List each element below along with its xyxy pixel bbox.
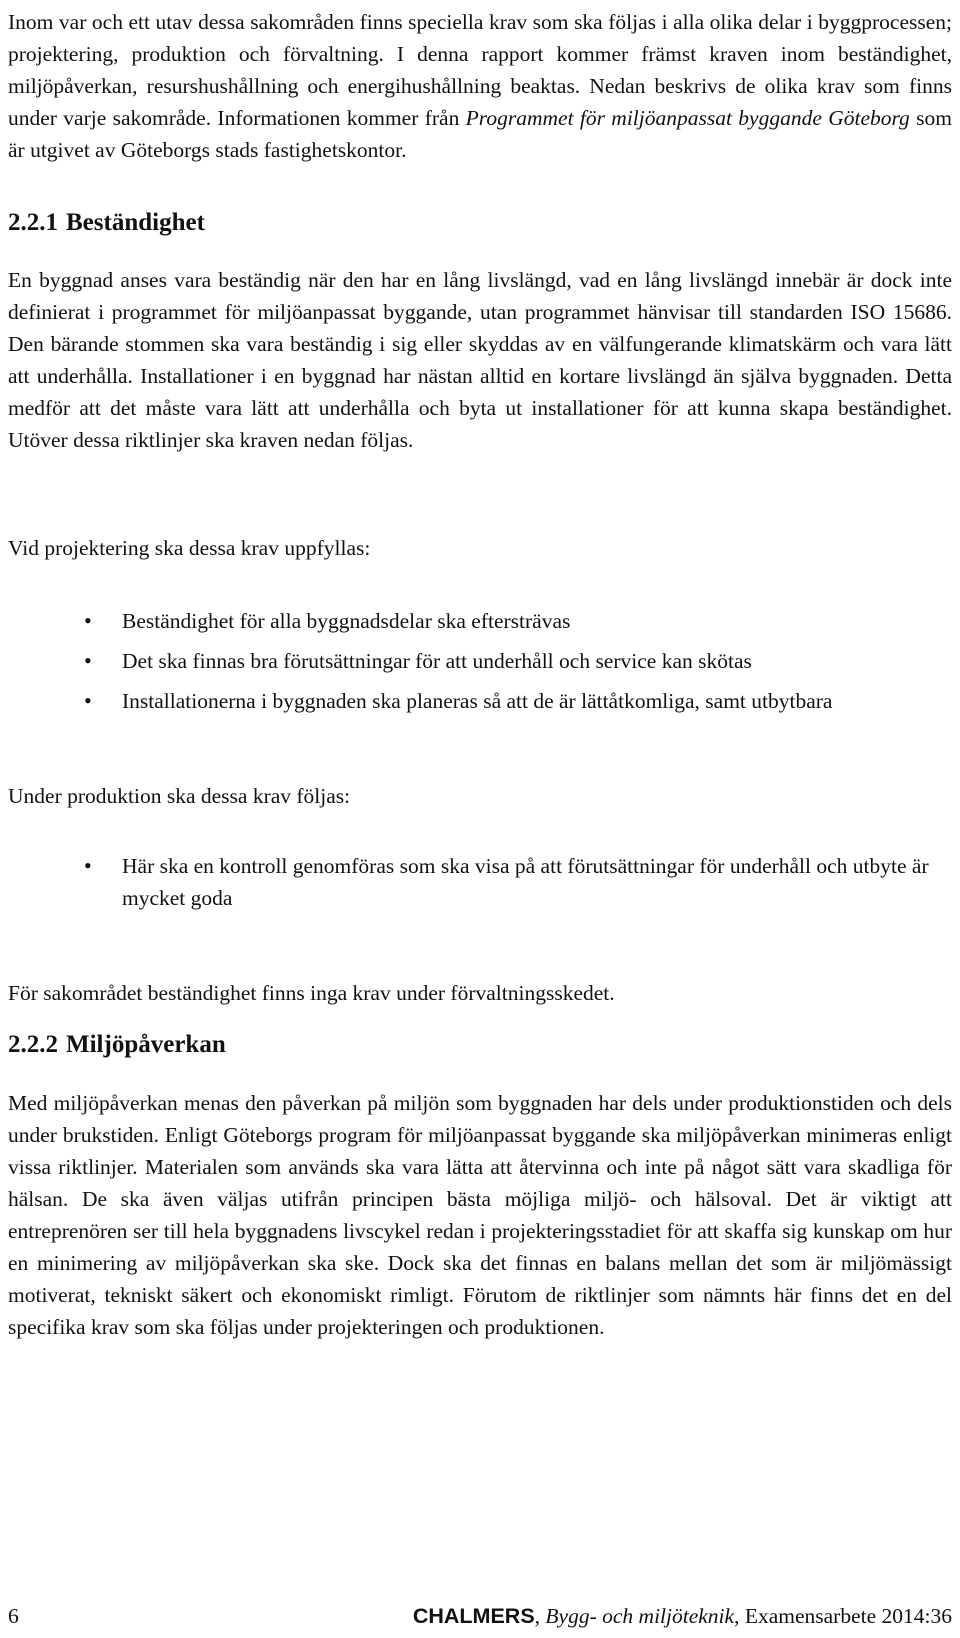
intro-paragraph xyxy=(8,6,952,166)
section-title: Miljöpåverkan xyxy=(66,1031,226,1058)
list-item xyxy=(8,605,952,637)
list-item-text: Beständighet för alla byggnadsdelar ska eftersträvas xyxy=(122,609,571,633)
list-item xyxy=(8,645,952,677)
section-heading-bestandighet xyxy=(8,209,205,237)
bullet-icon: • xyxy=(84,853,92,878)
produktion-lead: Under produktion ska dessa krav följas: xyxy=(8,784,351,808)
miljopaverkan-paragraph: Med miljöpåverkan menas den påverkan på miljön som byggnaden har dels under produktionstiden och dels under brukstiden. Enligt Göteborgs program för miljöanpassat byggande ska miljöpåverkan minimeras enligt vissa riktlinjer. Materialen som används ska vara lätta att återvinna och inte på något sätt vara skadliga för hälsan. De ska även väljas utifrån principen bästa möjliga miljö- och hälsoval. Det är viktigt att entreprenören ser till hela byggnadens livscykel redan i projekteringsstadiet för att skaffa sig kunskap om hur en minimering av miljöpåverkan ska ske. Dock ska det finnas en balans mellan det som är miljömässigt motiverat, tekniskt säkert och ekonomiskt rimligt. Förutom de riktlinjer som nämnts här finns det en del specifika krav som ska följas under projekteringen och produktionen. xyxy=(8,1091,952,1339)
list-item xyxy=(8,685,952,717)
section-heading-miljopaverkan xyxy=(8,1031,226,1059)
footer-department: Bygg- och miljöteknik xyxy=(545,1604,735,1628)
section-number: 2.2.1 xyxy=(8,209,58,236)
forvaltning-note: För sakområdet beständighet finns inga krav under förvaltningsskedet. xyxy=(8,981,615,1005)
list-item xyxy=(8,850,952,914)
bullet-icon: • xyxy=(84,648,92,673)
list-item-text: Här ska en kontroll genomföras som ska visa på att förutsättningar för underhåll och utbyte är mycket goda xyxy=(122,854,929,910)
produktion-list xyxy=(8,850,952,922)
footer-citation xyxy=(413,1600,952,1632)
projektering-list xyxy=(8,605,952,725)
page-number: 6 xyxy=(8,1604,19,1628)
section-number: 2.2.2 xyxy=(8,1031,58,1058)
page-footer xyxy=(8,1600,952,1632)
footer-suffix: , Examensarbete 2014:36 xyxy=(734,1604,952,1628)
footer-separator: , xyxy=(534,1604,546,1628)
bestandighet-paragraph: En byggnad anses vara beständig när den har en lång livslängd, vad en lång livslängd innebär är dock inte definierat i programmet för miljöanpassat byggande, utan programmet hänvisar till standarden ISO 15686. Den bärande stommen ska vara beständig i sig eller skyddas av en välfungerande klimatskärm och vara lätt att underhålla. Installationer i en byggnad har nästan alltid en kortare livslängd än själva byggnaden. Detta medför att det måste vara lätt att underhålla och byta ut installationer för att kunna skapa beständighet. Utöver dessa riktlinjer ska kraven nedan följas. xyxy=(8,268,952,452)
intro-text-before: Inom var och ett utav dessa sakområden finns speciella krav som ska följas i alla olika delar i byggprocessen; projektering, produktion och förvaltning. I denna rapport kommer främst kraven inom beständighet, miljöpåverkan, resurshushållning och energihushållning beaktas. Nedan beskrivs de olika krav som finns under varje sakområde. Informationen kommer från xyxy=(8,10,952,130)
projektering-lead: Vid projektering ska dessa krav uppfyllas: xyxy=(8,536,371,560)
chalmers-logo-text: CHALMERS xyxy=(412,1604,535,1628)
intro-program-title: Programmet för miljöanpassat byggande Göteborg xyxy=(465,106,910,130)
section-title: Beständighet xyxy=(66,209,205,236)
bullet-icon: • xyxy=(84,608,92,633)
list-item-text: Det ska finnas bra förutsättningar för att underhåll och service kan skötas xyxy=(122,649,752,673)
intro-text-after: som är utgivet av Göteborgs stads fastighetskontor. xyxy=(8,106,952,162)
list-item-text: Installationerna i byggnaden ska planeras så att de är lättåtkomliga, samt utbytbara xyxy=(122,689,833,713)
bullet-icon: • xyxy=(84,688,92,713)
